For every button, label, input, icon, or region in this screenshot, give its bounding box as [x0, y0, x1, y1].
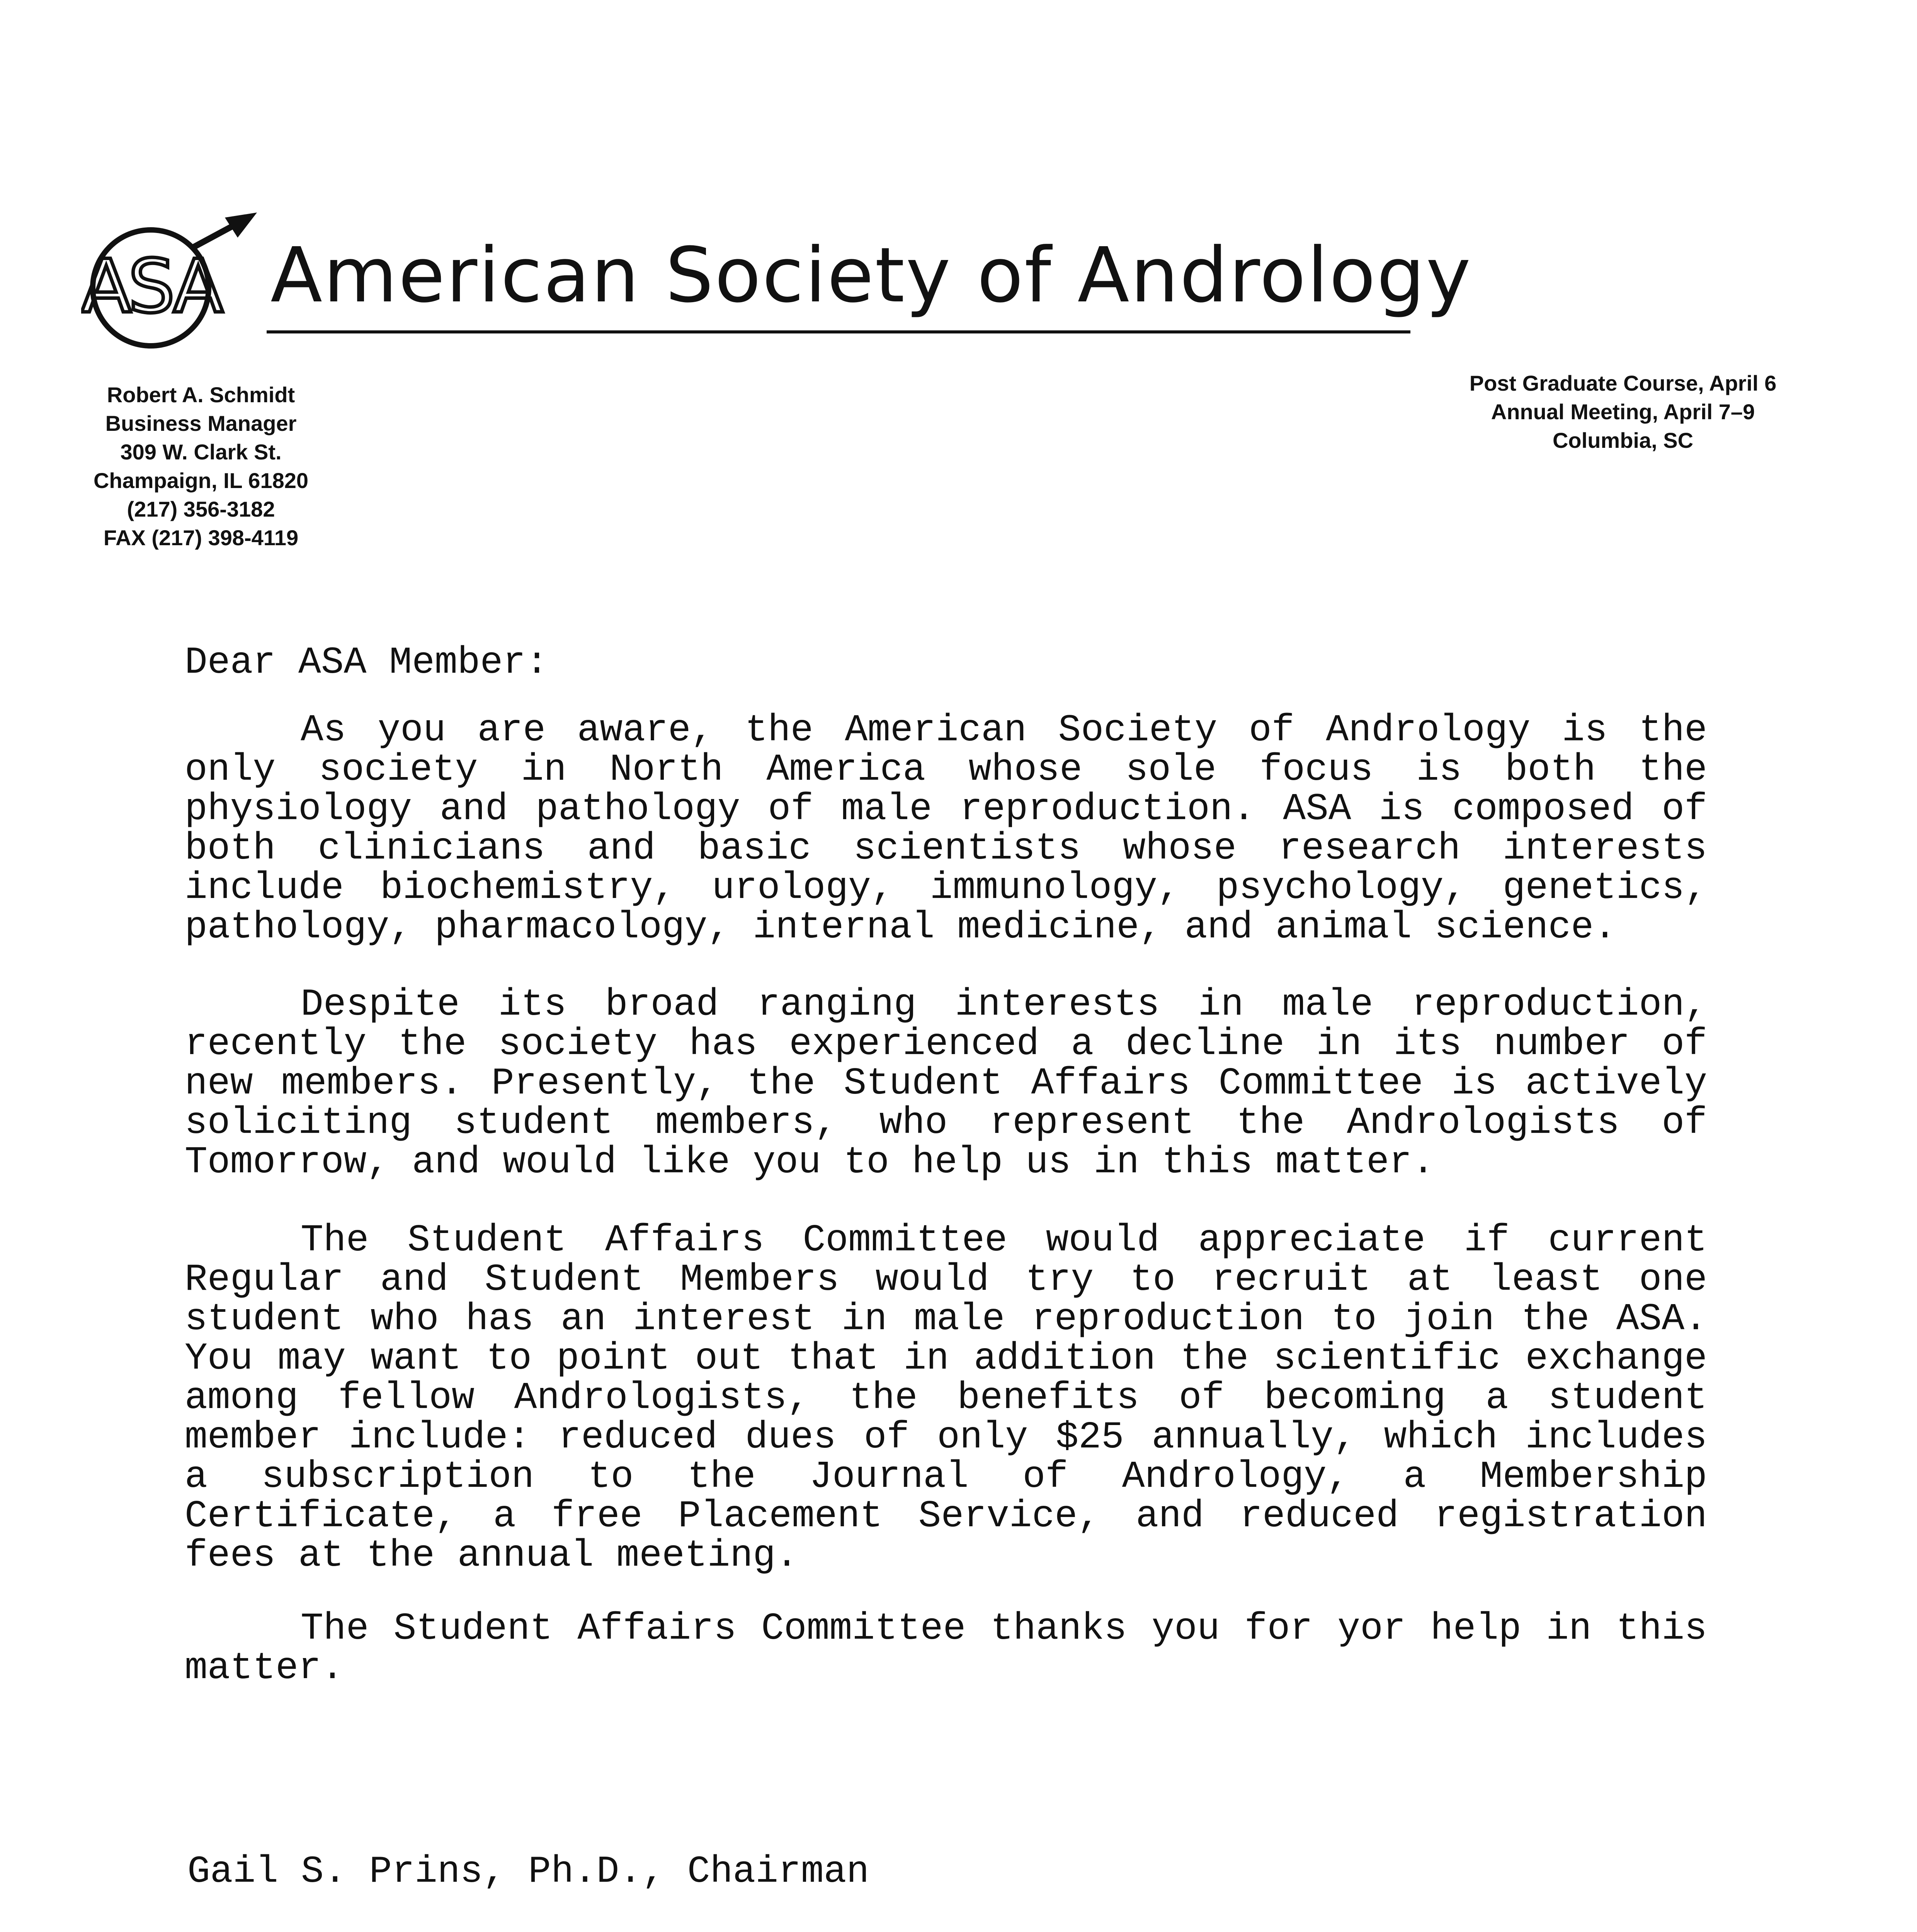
contact-line: Champaign, IL 61820 [93, 468, 309, 493]
contact-line: FAX (217) 398-4119 [103, 526, 299, 550]
signature-line: Gail S. Prins, Ph.D., Chairman [187, 1850, 869, 1893]
contact-line: (217) 356-3182 [127, 497, 275, 521]
logo-text: ASA [81, 244, 221, 329]
paragraph-text: As you are aware, the American Society of Andrology is the only society in North America whose sole focus is both the physiology and pathology of male reproduction. ASA is composed of both clinicians and basic scientists whose research interests include biochemistry, urology, immunology, psychology, genetics, pathology, pharmacology, internal medicine, and animal science. [185, 709, 1707, 949]
signature-block [187, 1774, 869, 1932]
paragraph-text: The Student Affairs Committee would appreciate if current Regular and Student Members would try to recruit at least one student who has an interest in male reproduction to join the ASA. You may want to point out that in addition the scientific exchange among fellow Andrologists, the benefits of becoming a student member include: reduced dues of only $25 annually, which includes a subscription to the Journal of Andrology, a Membership Certificate, a free Placement Service, and reduced registration fees at the annual meeting. [185, 1219, 1707, 1577]
paragraph-text: Despite its broad ranging interests in male reproduction, recently the society has experienced a decline in its number of new members. Presently, the Student Affairs Committee is actively soliciting student members, who represent the Andrologists of Tomorrow, and would like you to help us in this matter. [185, 983, 1707, 1184]
body-paragraph [185, 985, 1707, 1182]
contact-line: 309 W. Clark St. [120, 440, 282, 464]
meeting-line: Annual Meeting, April 7–9 [1491, 400, 1755, 424]
contact-line: Robert A. Schmidt [107, 383, 295, 407]
body-paragraph [185, 711, 1707, 947]
asa-logo [81, 211, 263, 354]
letterhead-rule [267, 330, 1410, 333]
meeting-line: Post Graduate Course, April 6 [1469, 371, 1777, 395]
paragraph-text: The Student Affairs Committee thanks you for yor help in this matter. [185, 1607, 1707, 1690]
business-manager-contact [77, 381, 325, 552]
body-paragraph [185, 1609, 1707, 1688]
contact-line: Business Manager [105, 411, 297, 435]
organization-name: American Society of Andrology [270, 231, 1472, 320]
salutation: Dear ASA Member: [185, 641, 548, 684]
meeting-line: Columbia, SC [1552, 428, 1694, 452]
meeting-info [1430, 369, 1816, 455]
body-paragraph [185, 1221, 1707, 1576]
